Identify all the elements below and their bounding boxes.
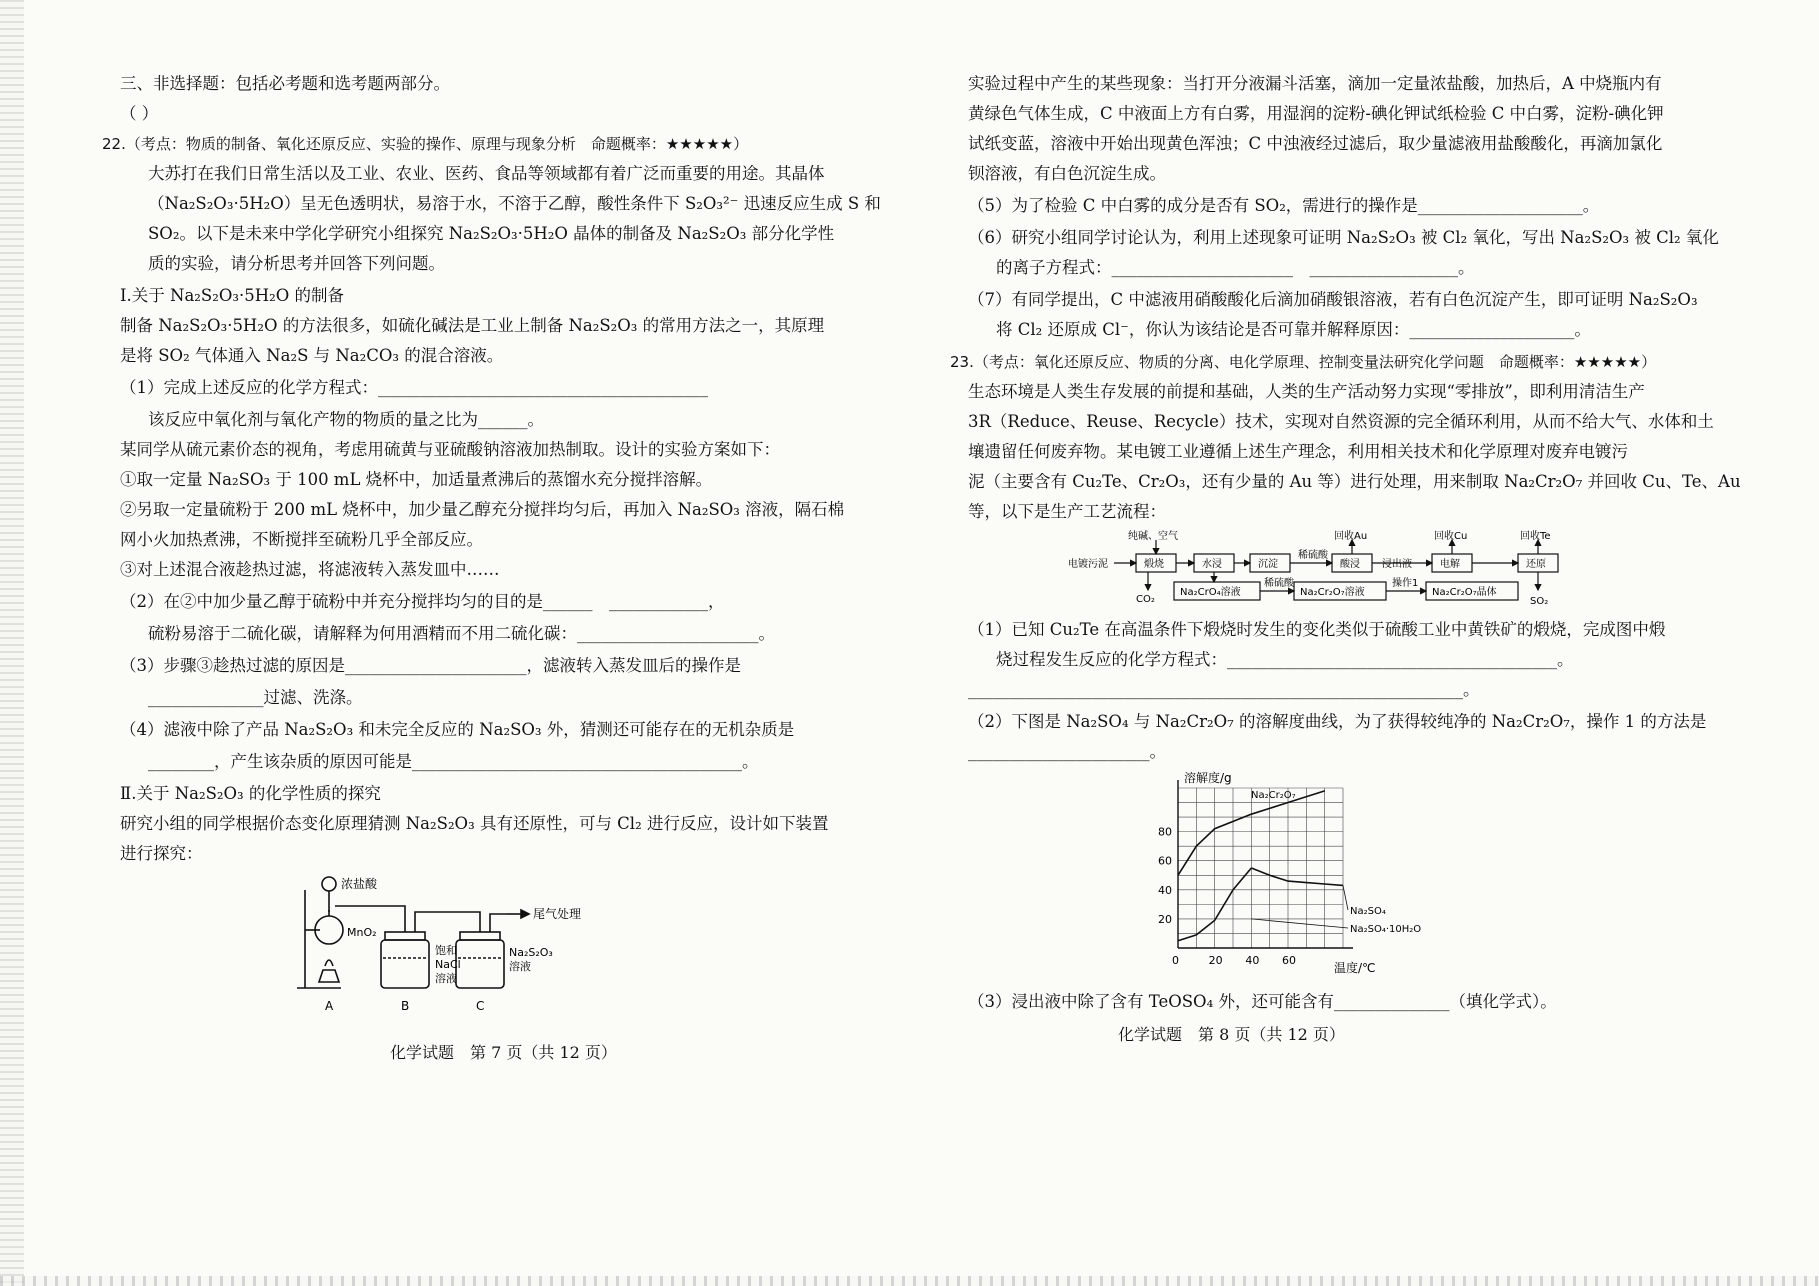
text-line: 泥（主要含有 Cu₂Te、Cr₂O₃，还有少量的 Au 等）进行处理，用来制取 Na₂Cr₂O₇ 并回收 Cu、Te、Au — [968, 472, 1741, 491]
text-line: 烧过程发生反应的化学方程式：________________________________________。 — [996, 650, 1574, 669]
section-heading: 三、非选择题：包括必考题和选考题两部分。 — [120, 74, 450, 93]
label-tail-gas: 尾气处理 — [533, 907, 582, 921]
question-5: （5）为了检验 C 中白雾的成分是否有 SO₂，需进行的操作是____________________。 — [968, 196, 1600, 215]
part-2-heading: Ⅱ.关于 Na₂S₂O₃ 的化学性质的探究 — [120, 784, 381, 803]
question-1: （1）完成上述反应的化学方程式：________________________________________ — [120, 378, 708, 397]
flow-electrolysis: 电解 — [1440, 559, 1460, 570]
chart-y-tick-label: 40 — [1158, 883, 1172, 897]
chart-y-label: 溶解度/g — [1184, 771, 1232, 785]
flow-leachate: 浸出液 — [1382, 559, 1412, 570]
text-line: 是将 SO₂ 气体通入 Na₂S 与 Na₂CO₃ 的混合溶液。 — [120, 346, 504, 365]
page-footer: 化学试题 第 7 页（共 12 页） — [390, 1043, 617, 1062]
label-b-line1: 饱和 — [435, 944, 457, 957]
chart-x-tick-label: 0 — [1172, 954, 1179, 967]
text-line: 该反应中氧化剂与氧化产物的物质的量之比为______。 — [148, 410, 544, 429]
step-3: ③对上述混合液趁热过滤，将滤液转入蒸发皿中…… — [120, 560, 500, 579]
chart-series-label-na2so4-10h2o: Na₂SO₄·10H₂O — [1350, 924, 1422, 935]
text-line: 硫粉易溶于二硫化碳，请解释为何用酒精而不用二硫化碳：______________________。 — [148, 624, 775, 643]
flow-dilute-acid-2: 稀硫酸 — [1264, 578, 1294, 589]
label-a: A — [325, 999, 334, 1013]
flow-so2: SO₂ — [1530, 596, 1549, 607]
chart-x-tick-label: 20 — [1208, 954, 1223, 967]
page-footer: 化学试题 第 8 页（共 12 页） — [1118, 1025, 1345, 1044]
solubility-chart — [1138, 770, 1468, 980]
text-line: 钡溶液，有白色沉淀生成。 — [968, 164, 1166, 183]
step-2: ②另取一定量硫粉于 200 mL 烧杯中，加少量乙醇充分搅拌均匀后，再加入 Na₂SO₃ 溶液，隔石棉 — [120, 500, 845, 519]
label-b-line3: 溶液 — [435, 972, 457, 985]
text-line: 壤遗留任何废弃物。某电镀工业遵循上述生产理念，利用相关技术和化学原理对废弃电镀污 — [968, 442, 1628, 461]
label-conc-hcl: 浓盐酸 — [341, 877, 378, 891]
chart-y-tick-label: 20 — [1158, 912, 1172, 926]
chart-series-label-na2so4: Na₂SO₄ — [1350, 906, 1386, 917]
question-4: （4）滤液中除了产品 Na₂S₂O₃ 和未完全反应的 Na₂SO₃ 外，猜测还可能存在的无机杂质是 — [120, 720, 795, 739]
chart-x-tick-label: 40 — [1245, 954, 1260, 967]
flow-dilute-acid: 稀硫酸 — [1298, 550, 1328, 561]
label-b: B — [401, 999, 410, 1013]
question-22-header: 22.（考点：物质的制备、氧化还原反应、实验的操作、原理与现象分析 命题概率：★★★★★） — [102, 135, 749, 153]
chart-label-leader — [1251, 919, 1348, 928]
question-23-3: （3）浸出液中除了含有 TeOSO₄ 外，还可能含有______________（填化学式）。 — [968, 992, 1557, 1011]
text-line: 进行探究： — [120, 844, 203, 863]
text-line: 黄绿色气体生成，C 中液面上方有白雾，用湿润的淀粉-碘化钾试纸检验 C 中白雾，淀粉-碘化钾 — [968, 104, 1664, 123]
label-mno2: MnO₂ — [347, 926, 377, 939]
text-line: （ ） — [120, 104, 159, 123]
text-line: 实验过程中产生的某些现象：当打开分液漏斗活塞，滴加一定量浓盐酸，加热后，A 中烧瓶内有 — [968, 74, 1662, 93]
chart-y-tick-label: 80 — [1158, 825, 1172, 839]
text-line: 试纸变蓝，溶液中开始出现黄色浑浊；C 中浊液经过滤后，取少量滤液用盐酸酸化，再滴加氯化 — [968, 134, 1663, 153]
chart-label-leader — [1343, 885, 1348, 910]
text-line: 将 Cl₂ 还原成 Cl⁻，你认为该结论是否可靠并解释原因：____________________。 — [996, 320, 1591, 339]
flow-feed: 电镀污泥 — [1068, 559, 1108, 570]
flow-operation-1: 操作1 — [1392, 578, 1419, 589]
label-b-line2: NaCl — [435, 958, 461, 971]
label-c: C — [476, 999, 485, 1013]
text-line: （Na₂S₂O₃·5H₂O）呈无色透明状，易溶于水，不溶于乙醇，酸性条件下 S₂O₃²⁻ 迅速反应生成 S 和 — [148, 194, 881, 213]
question-2: （2）在②中加少量乙醇于硫粉中并充分搅拌均匀的目的是______ ____________， — [120, 592, 725, 611]
text-line: 研究小组的同学根据价态变化原理猜测 Na₂S₂O₃ 具有还原性，可与 Cl₂ 进行反应，设计如下装置 — [120, 814, 829, 833]
chart-x-label: 温度/℃ — [1334, 961, 1376, 975]
flow-na2cro4: Na₂CrO₄溶液 — [1180, 587, 1241, 598]
question-3: （3）步骤③趁热过滤的原因是______________________，滤液转入蒸发皿后的操作是 — [120, 656, 741, 675]
scan-edge-left — [0, 0, 24, 1286]
question-23-2: （2）下图是 Na₂SO₄ 与 Na₂Cr₂O₇ 的溶解度曲线，为了获得较纯净的 Na₂Cr₂O₇，操作 1 的方法是 — [968, 712, 1707, 731]
chart-y-tick-label: 60 — [1158, 854, 1172, 868]
question-23-header: 23.（考点：氧化还原反应、物质的分离、电化学原理、控制变量法研究化学问题 命题概率：★★★★★） — [950, 353, 1657, 371]
step-1: ①取一定量 Na₂SO₃ 于 100 mL 烧杯中，加适量煮沸后的蒸馏水充分搅拌溶解。 — [120, 470, 713, 489]
flow-settle: 沉淀 — [1258, 559, 1278, 570]
text-line: 3R（Reduce、Reuse、Recycle）技术，实现对自然资源的完全循环利用，从而不给大气、水体和土 — [968, 412, 1714, 431]
flow-recover-cu: 回收Cu — [1434, 531, 1468, 542]
label-c-line2: 溶液 — [509, 960, 531, 973]
scan-edge-bottom — [0, 1276, 1819, 1286]
text-line: 制备 Na₂S₂O₃·5H₂O 的方法很多，如硫化碱法是工业上制备 Na₂S₂O₃ 的常用方法之一，其原理 — [120, 316, 825, 335]
chart-series-line-3 — [1251, 868, 1343, 885]
process-flow-diagram — [1068, 530, 1588, 608]
text-line: SO₂。以下是未来中学化学研究小组探究 Na₂S₂O₃·5H₂O 晶体的制备及 Na₂S₂O₃ 部分化学性 — [148, 224, 835, 243]
part-1-heading: Ⅰ.关于 Na₂S₂O₃·5H₂O 的制备 — [120, 286, 344, 305]
text-line: 质的实验，请分析思考并回答下列问题。 — [148, 254, 445, 273]
flow-reduce: 还原 — [1526, 559, 1546, 570]
text-line: 大苏打在我们日常生活以及工业、农业、医药、食品等领域都有着广泛而重要的用途。其晶体 — [148, 164, 825, 183]
text-line: ________，产生该杂质的原因可能是________________________________________。 — [148, 752, 759, 771]
chart-series-label-na2cr2o7: Na₂Cr₂O₇ — [1251, 790, 1296, 801]
flow-recover-te: 回收Te — [1520, 531, 1551, 542]
flow-na2cr2o7-solution: Na₂Cr₂O₇溶液 — [1300, 587, 1365, 598]
flow-leach: 水浸 — [1202, 559, 1222, 570]
label-c-line1: Na₂S₂O₃ — [509, 946, 553, 959]
flow-acid-leach: 酸浸 — [1340, 559, 1360, 570]
text-line: 网小火加热煮沸，不断搅拌至硫粉几乎全部反应。 — [120, 530, 483, 549]
text-line: ______________过滤、洗涤。 — [148, 688, 363, 707]
flow-roast: 煅烧 — [1144, 559, 1164, 570]
text-line: 的离子方程式：______________________ __________________。 — [996, 258, 1475, 277]
flow-top-input: 纯碱、空气 — [1128, 531, 1178, 542]
question-23-1: （1）已知 Cu₂Te 在高温条件下煅烧时发生的变化类似于硫酸工业中黄铁矿的煅烧，完成图中煅 — [968, 620, 1666, 639]
flow-na2cr2o7-crystal: Na₂Cr₂O₇晶体 — [1432, 587, 1497, 598]
flow-co2: CO₂ — [1136, 594, 1155, 605]
text-line: ____________________________________________________________。 — [968, 680, 1480, 699]
text-line: 生态环境是人类生存发展的前提和基础，人类的生产活动努力实现“零排放”，即利用清洁生产 — [968, 382, 1645, 401]
question-6: （6）研究小组同学讨论认为，利用上述现象可证明 Na₂S₂O₃ 被 Cl₂ 氧化，写出 Na₂S₂O₃ 被 Cl₂ 氧化 — [968, 228, 1719, 247]
text-line: 等，以下是生产工艺流程： — [968, 502, 1166, 521]
question-7: （7）有同学提出，C 中滤液用硝酸酸化后滴加硝酸银溶液，若有白色沉淀产生，即可证明 Na₂S₂O₃ — [968, 290, 1698, 309]
flow-recover-au: 回收Au — [1334, 531, 1368, 542]
chart-x-tick-label: 60 — [1282, 954, 1296, 967]
text-line: ______________________。 — [968, 742, 1166, 761]
apparatus-diagram — [295, 870, 635, 1020]
text-line: 某同学从硫元素价态的视角，考虑用硫黄与亚硫酸钠溶液加热制取。设计的实验方案如下： — [120, 440, 780, 459]
